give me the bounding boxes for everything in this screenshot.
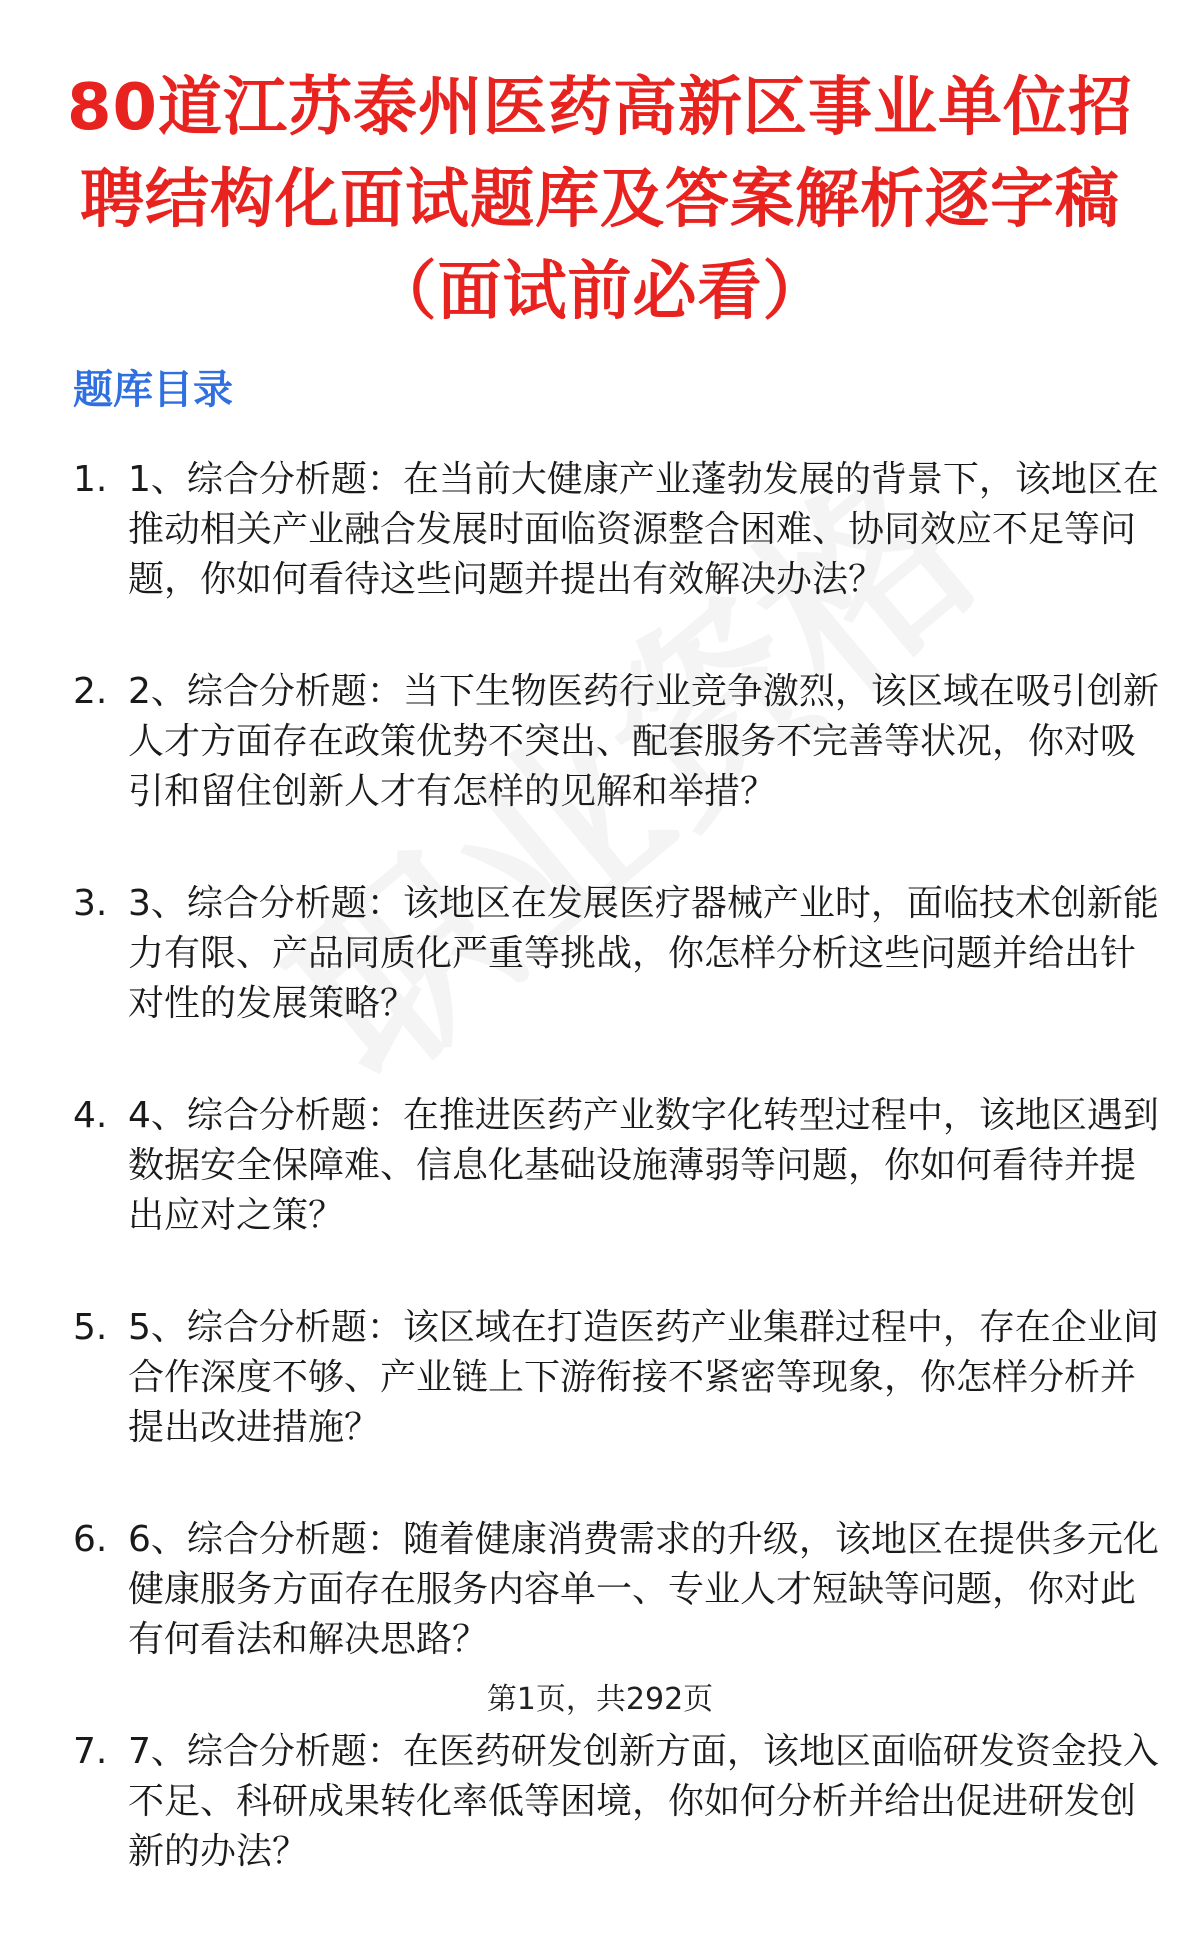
list-item [73, 879, 1173, 1029]
list-item [73, 455, 1173, 605]
item-text: 5、综合分析题：该区域在打造医药产业集群过程中，存在企业间合作深度不够、产业链上下游衔接不紧密等现象，你怎样分析并提出改进措施？ [128, 1307, 1159, 1448]
page-footer: 第1页，共292页 [486, 1682, 714, 1717]
list-item [73, 1515, 1173, 1665]
list-item [73, 667, 1173, 817]
item-number: 7. [73, 1731, 108, 1772]
toc-heading: 题库目录 [73, 367, 233, 413]
document-title: 80道江苏泰州医药高新区事业单位招聘结构化面试题库及答案解析逐字稿（面试前必看） [66, 71, 1134, 329]
item-number: 4. [73, 1095, 108, 1136]
item-number: 6. [73, 1519, 108, 1560]
list-item [73, 1727, 1173, 1877]
item-number: 3. [73, 883, 108, 924]
item-text: 7、综合分析题：在医药研发创新方面，该地区面临研发资金投入不足、科研成果转化率低等困境，你如何分析并给出促进研发创新的办法？ [128, 1731, 1159, 1872]
item-text: 3、综合分析题：该地区在发展医疗器械产业时，面临技术创新能力有限、产品同质化严重等挑战，你怎样分析这些问题并给出针对性的发展策略？ [128, 883, 1159, 1024]
list-item [73, 1303, 1173, 1453]
item-text: 1、综合分析题：在当前大健康产业蓬勃发展的背景下，该地区在推动相关产业融合发展时面临资源整合困难、协同效应不足等问题，你如何看待这些问题并提出有效解决办法？ [128, 459, 1159, 600]
item-text: 2、综合分析题：当下生物医药行业竞争激烈，该区域在吸引创新人才方面存在政策优势不突出、配套服务不完善等状况，你对吸引和留住创新人才有怎样的见解和举措？ [128, 671, 1159, 812]
item-number: 5. [73, 1307, 108, 1348]
item-number: 1. [73, 459, 108, 500]
item-text: 6、综合分析题：随着健康消费需求的升级，该地区在提供多元化健康服务方面存在服务内容单一、专业人才短缺等问题，你对此有何看法和解决思路？ [128, 1519, 1159, 1660]
item-text: 4、综合分析题：在推进医药产业数字化转型过程中，该地区遇到数据安全保障难、信息化基础设施薄弱等问题，你如何看待并提出应对之策？ [128, 1095, 1159, 1236]
item-number: 2. [73, 671, 108, 712]
list-item [73, 1091, 1173, 1241]
